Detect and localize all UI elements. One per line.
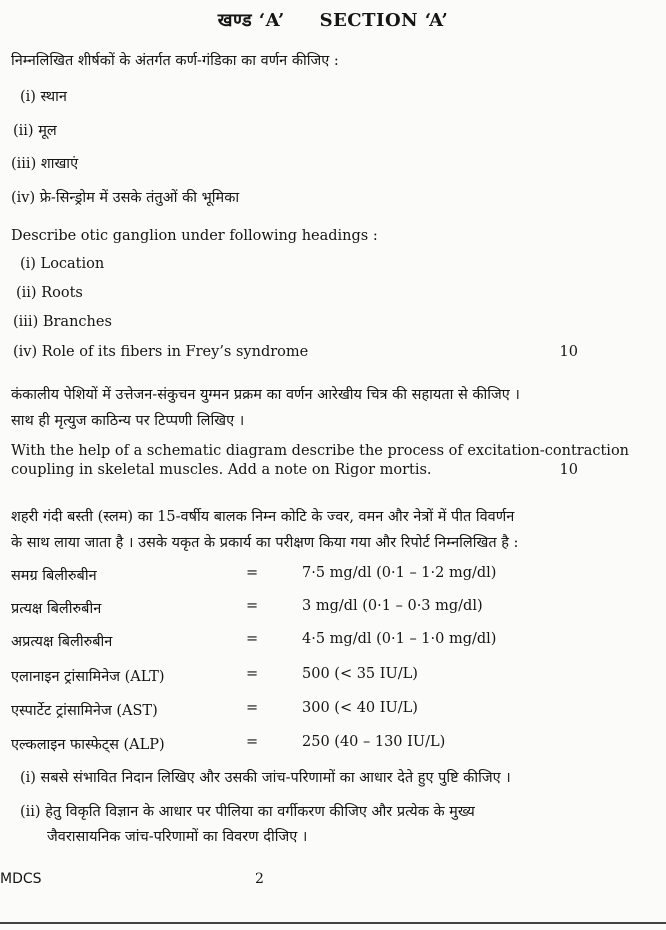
lft-value: 4·5 mg/dl (0·1 – 1·0 mg/dl) [302, 631, 497, 647]
q2-marks: 10 [559, 462, 578, 478]
lft-row [0, 734, 666, 754]
lft-label: एलानाइन ट्रांसामिनेज (ALT) [11, 669, 165, 685]
q1-english-intro: Describe otic ganglion under following headings : [11, 228, 378, 244]
section-heading [0, 8, 666, 32]
q3-intro-line: शहरी गंदी बस्ती (स्लम) का 15-वर्षीय बालक निम्न कोटि के ज्वर, वमन और नेत्रों में पीत विवर्णन [11, 509, 515, 525]
q2-english-line: With the help of a schematic diagram describe the process of excitation-contraction [11, 443, 630, 459]
lft-equals: = [246, 598, 259, 614]
lft-equals: = [246, 666, 259, 682]
q2-hindi-line: कंकालीय पेशियों में उत्तेजन-संकुचन युग्मन प्रक्रम का वर्णन आरेखीय चित्र की सहायता से कीजिए । [11, 387, 520, 403]
lft-equals: = [246, 565, 259, 581]
q2-hindi-line: साथ ही मृत्युज काठिन्य पर टिप्पणी लिखिए । [11, 413, 245, 429]
q1-english-item: (iii) Branches [13, 314, 112, 330]
lft-value: 500 (< 35 IU/L) [302, 666, 418, 682]
q2-english-line: coupling in skeletal muscles. Add a note on Rigor mortis. [11, 462, 432, 478]
q1-hindi-item: (iii) शाखाएं [11, 156, 79, 172]
lft-label: एल्कलाइन फास्फेट्स (ALP) [11, 737, 165, 753]
lft-row [0, 598, 666, 618]
lft-equals: = [246, 631, 259, 647]
page-number: 2 [255, 871, 264, 887]
q3-subquestion-i: (i) सबसे संभावित निदान लिखिए और उसकी जांच-परिणामों का आधार देते हुए पुष्टि कीजिए । [20, 770, 511, 786]
lft-row [0, 666, 666, 686]
lft-value: 300 (< 40 IU/L) [302, 700, 418, 716]
lft-label: एस्पार्टेट ट्रांसामिनेज (AST) [11, 703, 158, 719]
q1-hindi-item: (ii) मूल [13, 123, 57, 139]
q3-subquestion-ii-cont: जैवरासायनिक जांच-परिणामों का विवरण दीजिए । [47, 829, 308, 845]
q1-english-item: (ii) Roots [16, 285, 83, 301]
lft-equals: = [246, 700, 259, 716]
lft-value: 250 (40 – 130 IU/L) [302, 734, 446, 750]
lft-row [0, 700, 666, 720]
q1-marks: 10 [559, 344, 578, 360]
lft-label: अप्रत्यक्ष बिलीरुबीन [11, 634, 113, 650]
lft-equals: = [246, 734, 259, 750]
paper-code: MDCS [0, 871, 42, 887]
q1-hindi-item: (iv) फ्रे-सिन्ड्रोम में उसके तंतुओं की भूमिका [11, 190, 240, 206]
q1-hindi-intro: निम्नलिखित शीर्षकों के अंतर्गत कर्ण-गंडिका का वर्णन कीजिए : [11, 53, 339, 69]
page-bottom-rule [0, 922, 666, 924]
q1-hindi-item: (i) स्थान [20, 89, 67, 105]
q1-english-item: (iv) Role of its fibers in Frey’s syndrome [13, 344, 309, 360]
lft-label: प्रत्यक्ष बिलीरुबीन [11, 601, 102, 617]
q1-english-item: (i) Location [20, 256, 105, 272]
q3-intro-line: के साथ लाया जाता है । उसके यकृत के प्रकार्य का परीक्षण किया गया और रिपोर्ट निम्नलिखित है : [11, 535, 519, 551]
section-heading-hindi: खण्ड ‘A’ [217, 10, 285, 31]
q3-subquestion-ii: (ii) हेतु विकृति विज्ञान के आधार पर पीलिया का वर्गीकरण कीजिए और प्रत्येक के मुख्य [20, 804, 475, 820]
lft-label: समग्र बिलीरुबीन [11, 568, 97, 584]
lft-row [0, 565, 666, 585]
lft-value: 7·5 mg/dl (0·1 – 1·2 mg/dl) [302, 565, 497, 581]
lft-value: 3 mg/dl (0·1 – 0·3 mg/dl) [302, 598, 483, 614]
section-heading-english: SECTION ‘A’ [319, 10, 449, 31]
lft-row [0, 631, 666, 651]
